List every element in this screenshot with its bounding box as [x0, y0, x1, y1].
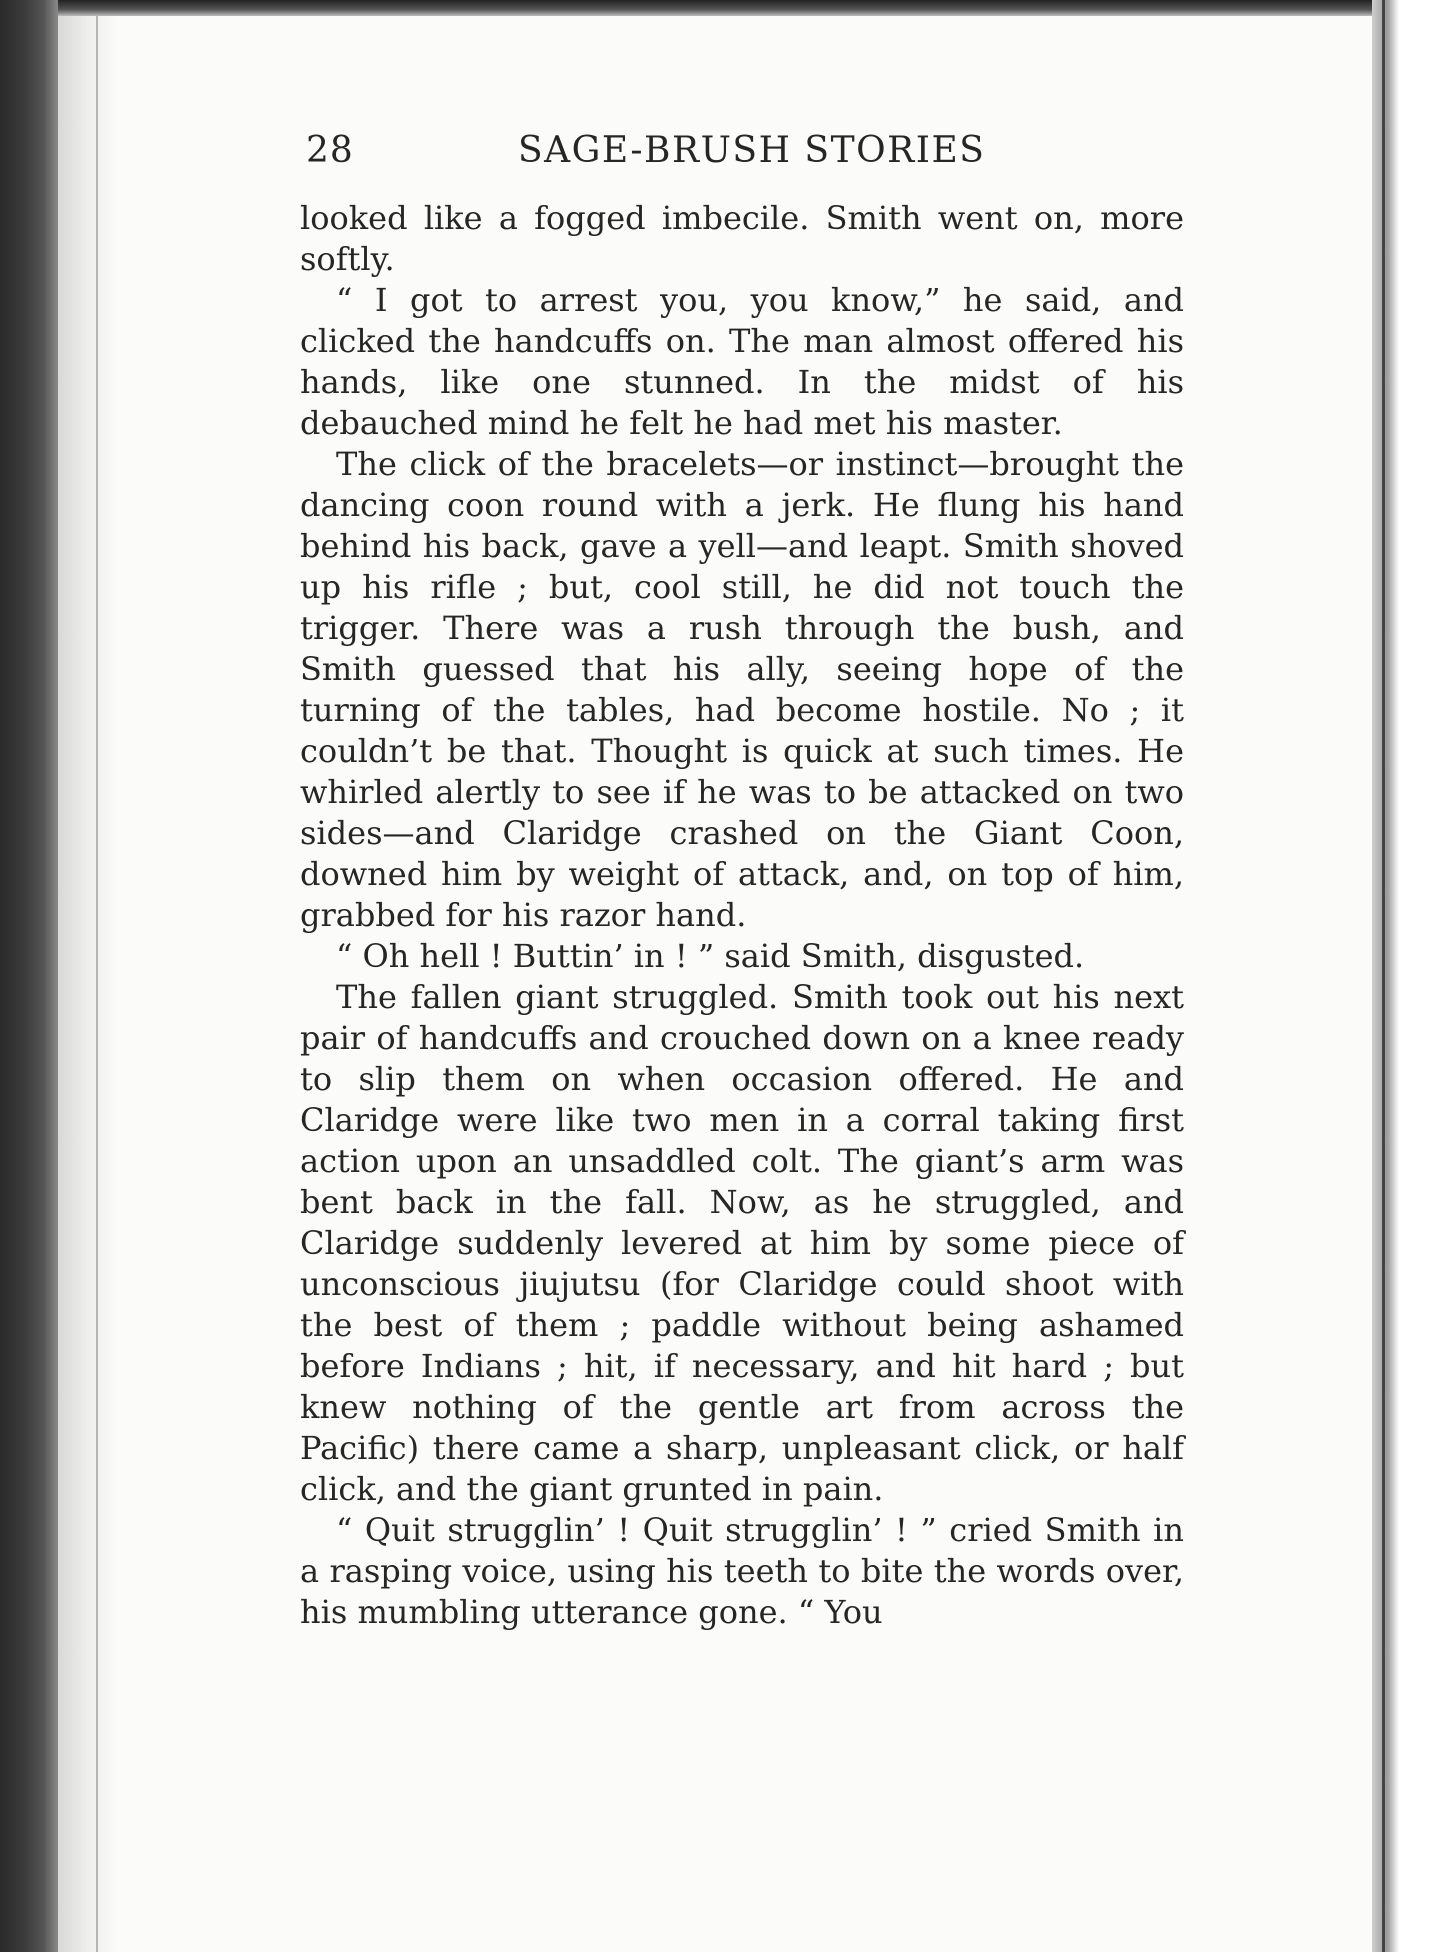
- paragraph-5: The fallen giant struggled. Smith took out his next pair of handcuffs and crouched down on a knee ready to slip them on when occasion offered. He and Claridge were like two men in a corral taking first action upon an unsaddled colt. The giant’s arm was bent back in the fall. Now, as he struggled, and Claridge suddenly levered at him by some piece of unconscious jiujutsu (for Claridge could shoot with the best of them ; paddle without being ashamed before Indians ; hit, if necessary, and hit hard ; but knew nothing of the gentle art from across the Pacific) there came a sharp, unpleasant click, or half click, and the giant grunted in pain.: [300, 978, 1184, 1508]
- paragraph-1: looked like a fogged imbecile. Smith went on, more softly.: [300, 199, 1184, 278]
- page-gutter: [58, 16, 118, 1952]
- paragraph-3: The click of the bracelets—or instinct—brought the dancing coon round with a jerk. He flung his hand behind his back, gave a yell—and leapt. Smith shoved up his rifle ; but, cool still, he did not touch the trigger. There was a rush through the bush, and Smith guessed that his ally, seeing hope of the turning of the tables, had become hostile. No ; it couldn’t be that. Thought is quick at such times. He whirled alertly to see if he was to be attacked on two sides—and Claridge crashed on the Giant Coon, downed him by weight of attack, and, on top of him, grabbed for his razor hand.: [300, 445, 1184, 934]
- running-title: SAGE-BRUSH STORIES: [518, 130, 986, 171]
- body-text: [300, 198, 1184, 1633]
- book-page-edge-right: [1372, 0, 1432, 1952]
- page-edge-line: [1382, 0, 1385, 1952]
- paragraph-2: “ I got to arrest you, you know,” he said, and clicked the handcuffs on. The man almost offered his hands, like one stunned. In the midst of his debauched mind he felt he had met his master.: [300, 281, 1184, 442]
- running-head: [300, 120, 1184, 180]
- book-cover-top-edge: [0, 0, 1432, 16]
- paragraph-6: “ Quit strugglin’ ! Quit strugglin’ ! ” cried Smith in a rasping voice, using his teeth to bite the words over, his mumbling utterance gone. “ You: [300, 1511, 1184, 1631]
- book-cover-left-edge: [0, 0, 58, 1952]
- page-number: 28: [306, 130, 354, 171]
- gutter-crease: [96, 16, 98, 1952]
- page-content: [300, 120, 1184, 1633]
- paragraph-4: “ Oh hell ! Buttin’ in ! ” said Smith, disgusted.: [336, 937, 1085, 975]
